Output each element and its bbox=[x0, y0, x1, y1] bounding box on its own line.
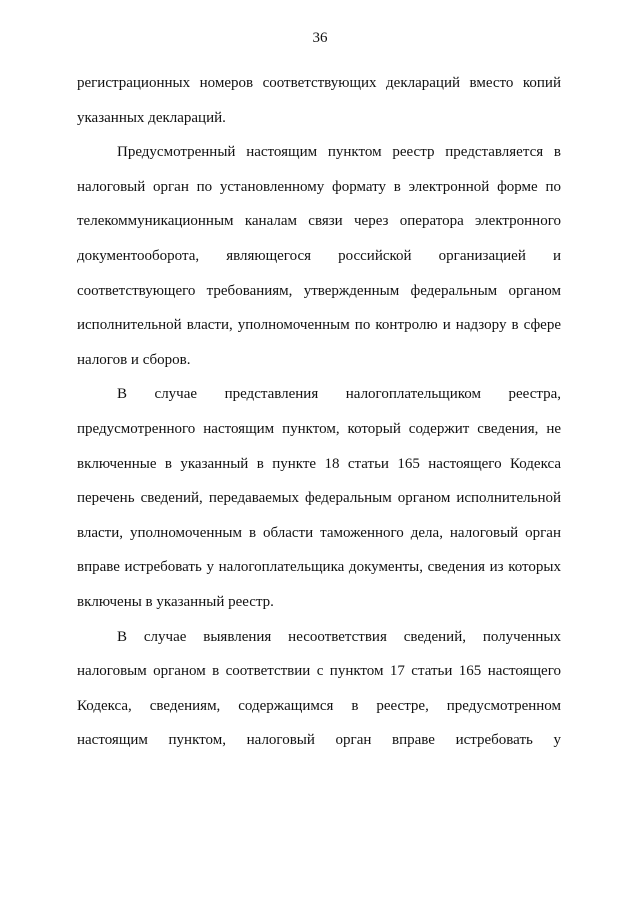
text-line: Предусмотренный настоящим пунктом реестр представляется в bbox=[117, 144, 561, 161]
page-number: 36 bbox=[312, 30, 328, 46]
text-line: телекоммуникационным каналам связи через оператора электронного bbox=[77, 213, 561, 230]
text-line: власти, уполномоченным в области таможенного дела, налоговый орган bbox=[77, 524, 561, 541]
text-line: настоящим пунктом, налоговый орган вправе истребовать у bbox=[77, 732, 561, 749]
text-line: налоговый орган по установленному формату в электронной форме по bbox=[77, 178, 561, 195]
text-line: налоговым органом в соответствии с пунктом 17 статьи 165 настоящего bbox=[77, 663, 561, 680]
text-line: Кодекса, сведениям, содержащимся в реестре, предусмотренном bbox=[77, 697, 561, 714]
text-line: документооборота, являющегося российской организацией и bbox=[77, 247, 561, 264]
document-body bbox=[77, 66, 561, 758]
text-line: указанных деклараций. bbox=[77, 109, 226, 126]
text-line: предусмотренного настоящим пунктом, который содержит сведения, не bbox=[77, 420, 561, 437]
text-line: вправе истребовать у налогоплательщика документы, сведения из которых bbox=[77, 559, 561, 576]
text-line: перечень сведений, передаваемых федеральным органом исполнительной bbox=[77, 490, 561, 507]
text-line: В случае выявления несоответствия сведений, полученных bbox=[117, 628, 561, 645]
text-line: В случае представления налогоплательщиком реестра, bbox=[117, 386, 561, 403]
text-line: исполнительной власти, уполномоченным по контролю и надзору в сфере bbox=[77, 317, 561, 334]
text-line: соответствующего требованиям, утвержденным федеральным органом bbox=[77, 282, 561, 299]
text-line: налогов и сборов. bbox=[77, 351, 191, 368]
text-line: включенные в указанный в пункте 18 статьи 165 настоящего Кодекса bbox=[77, 455, 561, 472]
text-line: включены в указанный реестр. bbox=[77, 593, 274, 610]
text-line: регистрационных номеров соответствующих деклараций вместо копий bbox=[77, 75, 561, 91]
